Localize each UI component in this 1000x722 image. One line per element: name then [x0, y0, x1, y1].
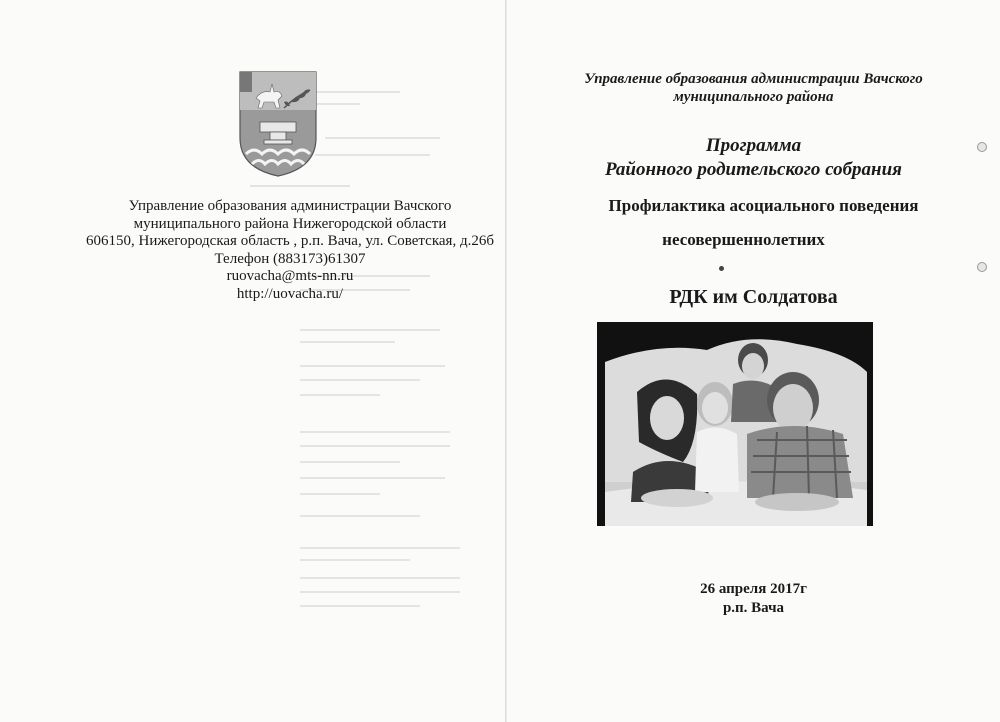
program-title-line: Районного родительского собрания — [605, 159, 902, 180]
address-line: Управление образования администрации Вачского — [128, 198, 452, 214]
department-line: Управление образования администрации Вачского — [584, 71, 923, 87]
punch-hole — [977, 262, 987, 272]
address-line: муниципального района Нижегородской области — [133, 215, 447, 232]
topic-line-2: несовершеннолетних — [662, 230, 825, 249]
event-date-block — [527, 580, 980, 618]
event-place: р.п. Вача — [722, 600, 785, 616]
front-cover-page — [507, 0, 1000, 722]
topic-line-1: Профилактика асоциального поведения — [608, 196, 919, 215]
bullet-mark — [719, 266, 724, 271]
phone-line: Телефон (883173)61307 — [214, 250, 366, 267]
venue-name: РДК им Солдатова — [669, 286, 838, 308]
address-line: 606150, Нижегородская область , р.п. Вача, ул. Советская, д.26б — [86, 233, 494, 249]
organization-address-block — [40, 198, 540, 303]
program-title-line: Программа — [705, 135, 802, 156]
program-title — [527, 134, 980, 182]
website-line: http://uovacha.ru/ — [236, 285, 344, 302]
email-line: ruovacha@mts-nn.ru — [226, 268, 354, 284]
coat-of-arms-emblem — [236, 68, 320, 180]
department-line: муниципального района — [673, 89, 834, 105]
family-photo — [597, 322, 873, 526]
department-heading — [527, 70, 980, 106]
event-date: 26 апреля 2017г — [700, 581, 807, 597]
